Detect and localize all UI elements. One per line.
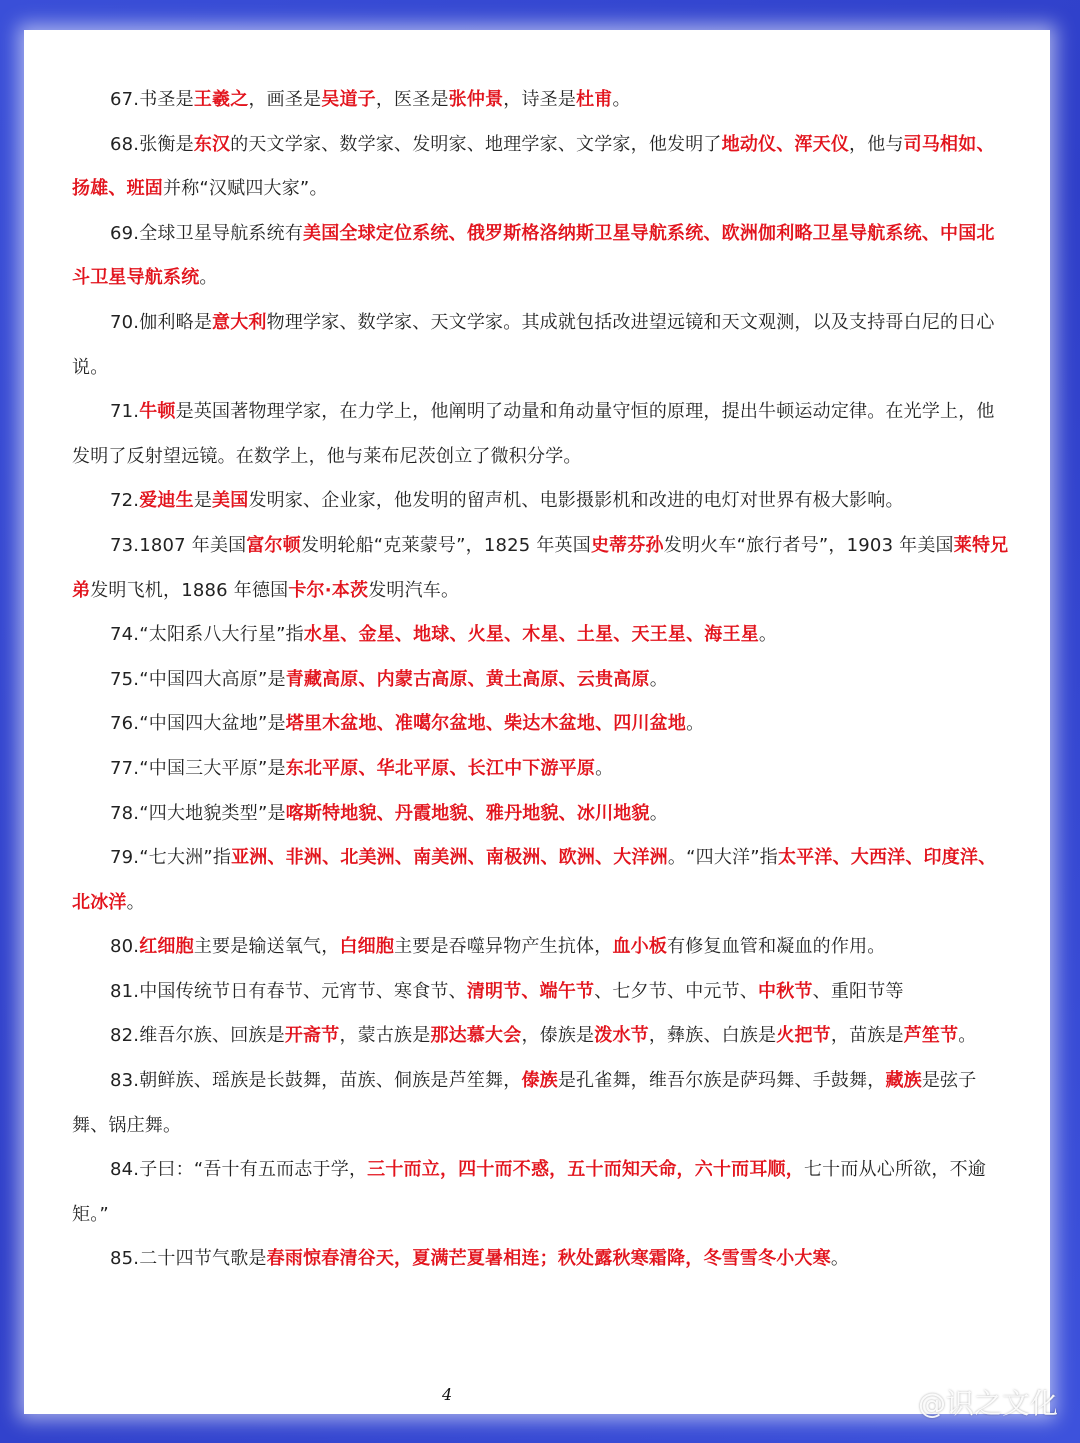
body-text: 71. xyxy=(110,401,140,423)
body-text: 68.张衡是 xyxy=(110,133,194,155)
body-text: 78.“四大地貌类型”是 xyxy=(110,802,286,824)
body-text: 。 xyxy=(199,267,218,289)
item-paragraph xyxy=(72,970,1012,1015)
body-text: ，他与 xyxy=(849,133,904,155)
highlighted-text: 那达慕大会 xyxy=(430,1025,522,1047)
body-text: 、七夕节、中元节、 xyxy=(594,980,759,1002)
highlighted-text: 泼水节 xyxy=(594,1025,649,1047)
item-paragraph xyxy=(72,1148,1012,1237)
body-text: 主要是输送氧气， xyxy=(193,936,340,958)
body-text: 77.“中国三大平原”是 xyxy=(110,757,286,779)
item-paragraph xyxy=(72,390,1012,479)
highlighted-text: 太平洋、大西洋、印度洋、北冰洋 xyxy=(72,847,997,913)
highlighted-text: 王羲之 xyxy=(193,89,249,110)
body-text: 发明轮船“克莱蒙号”，1825 年英国 xyxy=(300,534,591,556)
item-paragraph xyxy=(72,1059,1012,1148)
watermark-text: @识之文化 xyxy=(917,1387,1058,1420)
body-text: 。 xyxy=(958,1025,977,1047)
item-paragraph xyxy=(72,792,1012,837)
body-text: ，傣族是 xyxy=(521,1025,595,1047)
item-paragraph xyxy=(72,836,1012,925)
body-text: 70.伽利略是 xyxy=(110,311,213,333)
highlighted-text: 清明节、端午节 xyxy=(466,980,595,1002)
body-text: 七十而从心所欲，不逾矩。” xyxy=(72,1159,986,1225)
body-text: 83.朝鲜族、瑶族是长鼓舞，苗族、侗族是芦笙舞， xyxy=(110,1070,522,1092)
body-text: 73.1807 年美国 xyxy=(110,534,247,556)
body-text: 67.书圣是 xyxy=(110,89,194,110)
highlighted-text: 开斋节 xyxy=(284,1025,340,1047)
highlighted-text: 司马相如、扬雄、班固 xyxy=(72,133,995,200)
highlighted-text: 塔里木盆地、准噶尔盆地、柴达木盆地、四川盆地 xyxy=(285,713,687,735)
highlighted-text: 血小板 xyxy=(612,936,668,958)
item-paragraph xyxy=(72,1237,1012,1282)
item-paragraph xyxy=(72,479,1012,524)
highlighted-text: 青藏高原、内蒙古高原、黄土高原、云贵高原 xyxy=(285,668,650,690)
body-text: 。 xyxy=(830,1248,850,1270)
body-text: ，蒙古族是 xyxy=(339,1025,431,1047)
item-paragraph xyxy=(72,658,1012,703)
body-text: 74.“太阳系八大行星”指 xyxy=(110,624,304,646)
item-paragraph xyxy=(72,925,1012,970)
item-paragraph xyxy=(72,613,1012,658)
body-text: 85.二十四节气歌是 xyxy=(110,1248,267,1270)
highlighted-text: 傣族 xyxy=(521,1070,558,1092)
body-text: 发明火车“旅行者号”，1903 年美国 xyxy=(663,534,954,556)
body-text: 主要是吞噬异物产生抗体， xyxy=(394,936,613,958)
page-number: 4 xyxy=(442,1385,453,1404)
highlighted-text: 意大利 xyxy=(212,311,267,333)
body-text: 。 xyxy=(649,668,668,690)
body-text: 。 xyxy=(758,624,778,646)
body-text: 。 xyxy=(649,802,668,824)
item-paragraph xyxy=(72,78,1012,123)
body-text: 物理学家、数学家、天文学家。其成就包括改进望远镜和天文观测，以及支持哥白尼的日心说。 xyxy=(72,311,995,378)
item-paragraph xyxy=(72,702,1012,747)
highlighted-text: 爱迪生 xyxy=(139,490,194,512)
item-paragraph xyxy=(72,212,1012,301)
paw-logo-icon xyxy=(884,1391,912,1413)
body-text: 有修复血管和凝血的作用。 xyxy=(667,936,886,958)
highlighted-text: 牛顿 xyxy=(139,401,176,423)
body-text: 的天文学家、数学家、发明家、地理学家、文学家，他发明了 xyxy=(230,133,722,155)
item-paragraph xyxy=(72,123,1012,212)
highlighted-text: 莱特兄弟 xyxy=(72,534,1009,601)
highlighted-text: 喀斯特地貌、丹霞地貌、雅丹地貌、冰川地貌 xyxy=(285,802,650,824)
item-paragraph xyxy=(72,1014,1012,1059)
highlighted-text: 火把节 xyxy=(776,1025,831,1047)
body-text: 。 xyxy=(612,89,631,110)
body-text: 79.“七大洲”指 xyxy=(110,847,232,869)
item-paragraph xyxy=(72,301,1012,390)
highlighted-text: 白细胞 xyxy=(339,936,395,958)
body-text: 是孔雀舞，维吾尔族是萨玛舞、手鼓舞， xyxy=(557,1070,886,1092)
document-content xyxy=(72,78,1012,1282)
body-text: 发明汽车。 xyxy=(368,579,460,601)
highlighted-text: 卡尔·本茨 xyxy=(288,579,369,601)
body-text: 81.中国传统节日有春节、元宵节、寒食节、 xyxy=(110,980,467,1002)
highlighted-text: 三十而立，四十而不惑，五十而知天命，六十而耳顺， xyxy=(367,1159,804,1181)
body-text: 是弦子舞、锅庄舞。 xyxy=(72,1070,977,1136)
highlighted-text: 美国全球定位系统、俄罗斯格洛纳斯卫星导航系统、欧洲伽利略卫星导航系统、中国北斗卫星导航系统 xyxy=(72,222,995,289)
highlighted-text: 富尔顿 xyxy=(246,534,301,556)
highlighted-text: 亚洲、非洲、北美洲、南美洲、南极洲、欧洲、大洋洲 xyxy=(231,847,668,869)
body-text: 76.“中国四大盆地”是 xyxy=(110,713,286,735)
item-paragraph xyxy=(72,747,1012,792)
body-text: 84.子曰：“吾十有五而志于学， xyxy=(110,1159,368,1181)
body-text: 、重阳节等 xyxy=(812,980,904,1002)
body-text: 69.全球卫星导航系统有 xyxy=(110,222,304,244)
body-text: ，彝族、白族是 xyxy=(648,1025,777,1047)
watermark xyxy=(884,1382,1058,1422)
highlighted-text: 史蒂芬孙 xyxy=(590,534,664,556)
highlighted-text: 地动仪、浑天仪 xyxy=(721,133,850,155)
highlighted-text: 东汉 xyxy=(193,133,231,155)
highlighted-text: 张仲景 xyxy=(448,89,504,110)
document-page xyxy=(24,30,1050,1414)
highlighted-text: 藏族 xyxy=(885,1070,922,1092)
highlighted-text: 春雨惊春清谷天，夏满芒夏暑相连；秋处露秋寒霜降，冬雪雪冬小大寒 xyxy=(266,1248,831,1270)
body-text: 发明家、企业家，他发明的留声机、电影摄影机和改进的电灯对世界有极大影响。 xyxy=(248,490,904,512)
highlighted-text: 中秋节 xyxy=(758,980,813,1002)
highlighted-text: 东北平原、华北平原、长江中下游平原 xyxy=(285,757,596,779)
item-paragraph xyxy=(72,524,1012,613)
body-text: 并称“汉赋四大家”。 xyxy=(163,178,328,200)
body-text: 72. xyxy=(110,490,140,512)
highlighted-text: 芦笙节 xyxy=(903,1025,959,1047)
body-text: 75.“中国四大高原”是 xyxy=(110,668,286,690)
body-text: ，医圣是 xyxy=(375,89,449,110)
body-text: 80. xyxy=(110,936,140,958)
body-text: ，苗族是 xyxy=(830,1025,904,1047)
body-text: ，诗圣是 xyxy=(503,89,577,110)
highlighted-text: 吴道子 xyxy=(321,89,376,110)
body-text: 。 xyxy=(686,713,705,735)
body-text: 82.维吾尔族、回族是 xyxy=(110,1025,285,1047)
body-text: 。“四大洋”指 xyxy=(667,847,778,869)
highlighted-text: 水星、金星、地球、火星、木星、土星、天王星、海王星 xyxy=(303,624,759,646)
highlighted-text: 美国 xyxy=(212,490,249,512)
body-text: 是 xyxy=(193,490,213,512)
body-text: 是英国著物理学家，在力学上，他阐明了动量和角动量守恒的原理，提出牛顿运动定律。在光学上，他发明了反射望远镜。在数学上，他与莱布尼茨创立了微积分学。 xyxy=(72,401,995,467)
body-text: 。 xyxy=(126,891,145,913)
body-text: 。 xyxy=(595,757,614,779)
body-text: 发明飞机，1886 年德国 xyxy=(90,579,289,601)
highlighted-text: 红细胞 xyxy=(139,936,194,958)
body-text: ，画圣是 xyxy=(248,89,322,110)
highlighted-text: 杜甫 xyxy=(576,89,613,110)
